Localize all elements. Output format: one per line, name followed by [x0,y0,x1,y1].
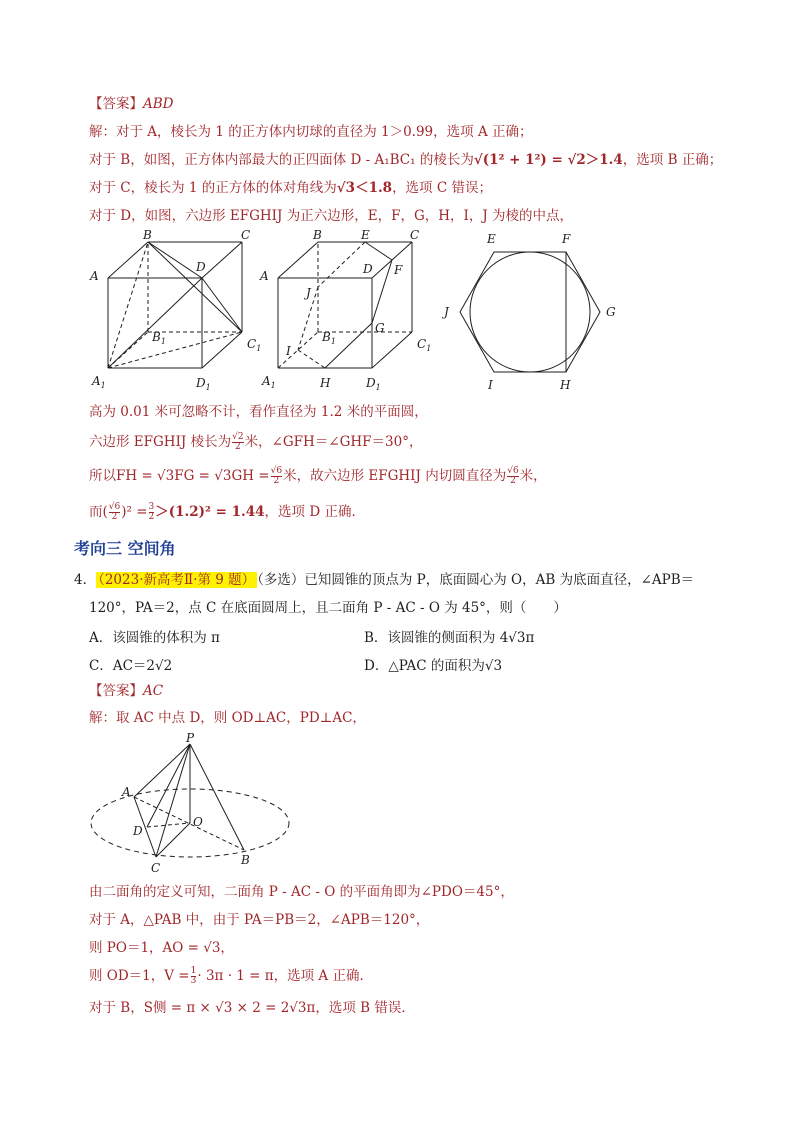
solution-line-2 [89,150,722,170]
choice-d: D．△PAC 的面积为√3 [364,658,503,674]
text-segment: 对于 C，棱长为 1 的正方体的体对角线为 [89,180,337,196]
solution-line-8 [89,502,365,522]
question-4-stem [74,570,694,590]
text-segment: 六边形 EFGHIJ 棱长为 [89,434,232,450]
label: A [90,269,99,283]
numerator: 1 [190,966,197,976]
label: A [260,269,269,283]
text-segment: 米， [519,468,547,484]
q4-solution-line-1: 解：取 AC 中点 D，则 OD⊥AC，PD⊥AC， [89,710,366,726]
label: $C_1$ [247,337,262,353]
text-segment: ，选项 D 正确． [264,504,365,520]
text-segment: )² = [121,504,148,520]
choice-a: A．该圆锥的体积为 π [89,630,220,646]
label: G [375,321,385,335]
math-expression: √3＜1.8 [336,180,393,196]
section-title: 考向三 空间角 [74,539,176,558]
solution-line-1: 解：对于 A，棱长为 1 的正方体内切球的直径为 1＞0.99，选项 A 正确； [89,124,533,140]
q4-solution-line-4: 则 PO＝1，AO = √3， [89,940,234,956]
q4-solution-line-2: 由二面角的定义可知，二面角 P - AC - O 的平面角即为∠PDO＝45°， [89,884,514,900]
label: D [196,260,206,274]
label: E [361,228,370,242]
answer-value: ABD [143,96,174,112]
answer-tag: 【答案】 [89,683,143,699]
text-segment: 所以FH = √3FG = √3GH = [89,468,270,484]
denominator: 3 [190,976,197,986]
choice-c: C．AC＝2√2 [89,658,173,674]
label: C [151,861,161,875]
label: E [487,232,496,246]
label: D [363,262,373,276]
fraction [271,467,282,486]
label: P [186,731,195,745]
label: $D_1$ [366,376,381,392]
text-segment: 对于 B，如图，正方体内部最大的正四面体 D - A₁BC₁ 的棱长为 [89,152,474,168]
denominator: 2 [234,442,241,452]
label: C [241,228,251,242]
cone-figure [84,730,304,880]
answer-line-q3 [89,94,174,114]
choice-b: B．该圆锥的侧面积为 4√3π [364,630,535,646]
text-segment: 米，∠GFH＝∠GHF＝30°， [244,434,423,450]
label: B [143,228,152,242]
question-source: （2023·新高考Ⅱ·第 9 题） [98,572,256,588]
label: B [313,228,322,242]
numerator: √6 [108,502,121,512]
hexagon-figure [460,252,600,372]
cube-2-figure [278,242,412,368]
q4-solution-line-5 [89,966,373,986]
label: I [488,378,493,392]
label: I [286,344,291,358]
solution-line-3 [89,178,492,198]
denominator: 2 [148,512,155,522]
text-segment: 则 OD＝1，V = [89,968,190,984]
label: J [444,305,449,319]
label: F [562,232,571,246]
label: $B_1$ [322,330,336,346]
text-segment: 而( [89,504,108,520]
cube-1-figure [108,242,242,368]
text-segment: ，选项 C 错误； [392,180,492,196]
numerator: √2 [232,432,244,442]
label: B [241,853,250,867]
math-expression: ＞(1.2)² = 1.44 [155,504,265,520]
answer-line-q4 [89,681,163,701]
q4-solution-line-6: 对于 B，S侧 = π × √3 × 2 = 2√3π，选项 B 错误． [89,1000,415,1016]
label: $C_1$ [417,337,432,353]
fraction [232,433,243,452]
question-4-stem-2: 120°，PA＝2，点 C 在底面圆周上，且二面角 P - AC - O 为 45°，则（ ） [89,600,567,616]
text-segment: ，选项 B 正确； [622,152,723,168]
numerator: √6 [507,466,519,476]
label: O [193,815,203,829]
text-segment: · 3π · 1 = π，选项 A 正确． [197,968,373,984]
answer-value: AC [143,683,164,699]
fraction [191,967,197,986]
fraction [149,503,155,522]
label: D [133,824,143,838]
label: G [606,305,616,319]
label: A [122,785,131,799]
denominator: 2 [273,476,280,486]
solution-line-6 [89,432,422,452]
label: $B_1$ [152,330,166,346]
label: J [306,286,311,300]
question-number: 4． [74,572,97,588]
stem-text: （多选）已知圆锥的顶点为 P，底面圆心为 O，AB 为底面直径，∠APB＝ [257,572,695,588]
denominator: 2 [510,476,516,486]
label: $A_1$ [92,374,106,390]
fraction [109,503,120,522]
denominator: 2 [111,512,118,522]
solution-line-4: 对于 D，如图，六边形 EFGHIJ 为正六边形，E，F，G，H，I，J 为棱的中点， [89,208,574,224]
solution-line-5: 高为 0.01 米可忽略不计，看作直径为 1.2 米的平面圆， [89,404,428,420]
text-segment: 米，故六边形 EFGHIJ 内切圆直径为 [283,468,507,484]
label: H [560,378,571,392]
cube-figures [80,228,640,400]
solution-line-7 [89,466,547,486]
label: C [410,228,420,242]
label: H [320,376,331,390]
math-expression: √(1² + 1²) = √2＞1.4 [473,152,623,168]
label: $A_1$ [262,374,276,390]
numerator: √6 [270,466,283,476]
label: $D_1$ [196,376,211,392]
answer-tag: 【答案】 [89,96,143,112]
fraction [507,467,518,486]
label: F [394,263,403,277]
numerator: 3 [148,502,155,512]
q4-solution-line-3: 对于 A，△PAB 中，由于 PA＝PB＝2，∠APB＝120°， [89,912,430,928]
